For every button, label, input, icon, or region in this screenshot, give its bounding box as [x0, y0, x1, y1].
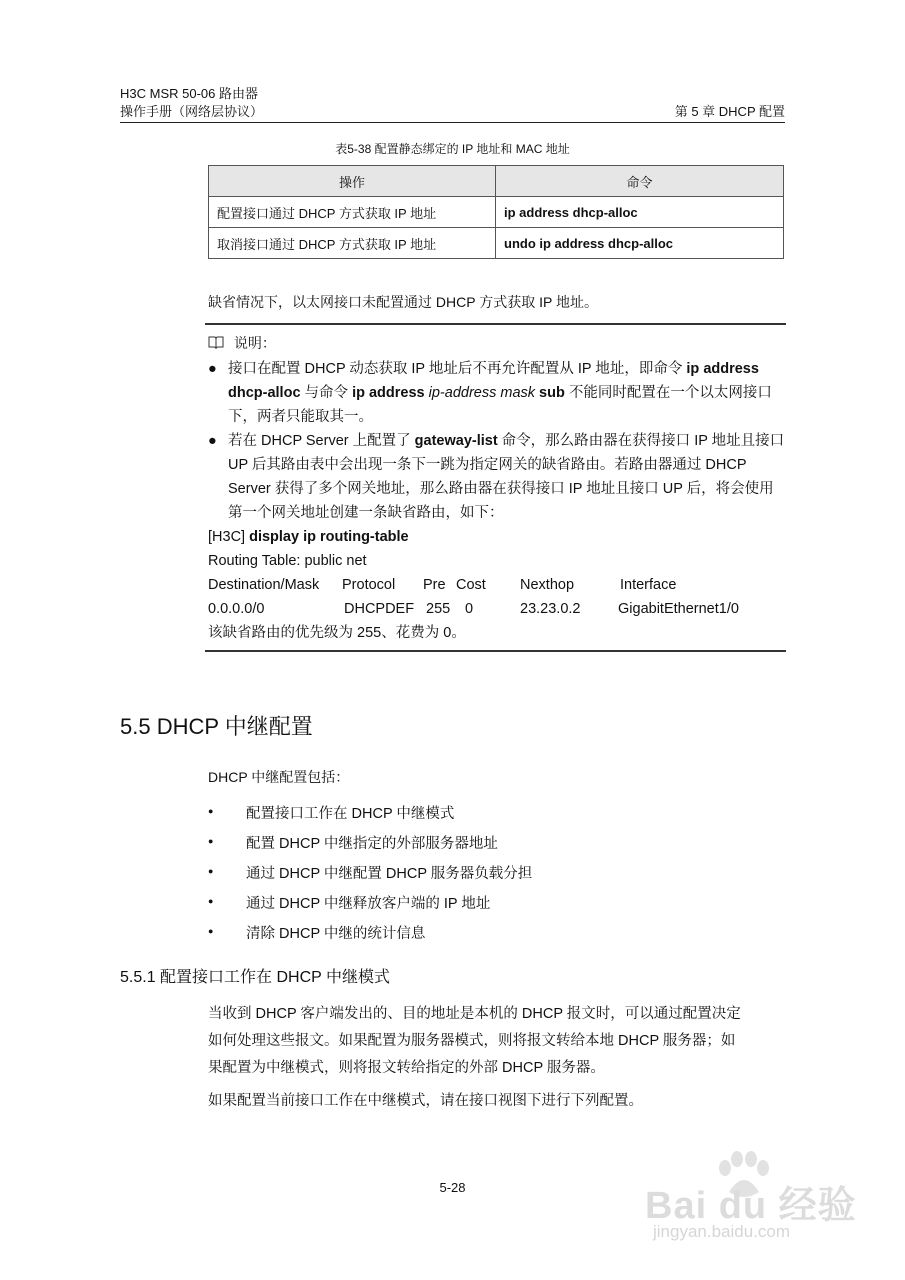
bullet-dot: ●: [208, 896, 214, 906]
header-manual: 操作手册（网络层协议）: [120, 104, 264, 119]
code-col-dest: Destination/Mask: [208, 577, 320, 593]
bullet-dot: ●: [208, 806, 214, 816]
table-caption: 表5-38 配置静态绑定的 IP 地址和 MAC 地址: [335, 142, 570, 156]
note-title: [208, 333, 276, 353]
list-item: [208, 832, 768, 862]
column-header-command: 命令: [496, 166, 784, 197]
note-bottom-rule: [205, 650, 786, 652]
code-cell-cost: 0: [465, 601, 474, 617]
code-cell-pre: 255: [426, 601, 451, 617]
subsection-paragraph-2: 如果配置当前接口工作在中继模式，请在接口视图下进行下列配置。: [208, 1093, 643, 1109]
paragraph-line: 果配置为中继模式，则将报文转给指定的外部 DHCP 服务器。: [208, 1060, 605, 1076]
bullet-dot: ●: [208, 433, 217, 449]
note-b1-kw2: ip address: [352, 385, 425, 401]
table-header-row: [209, 166, 784, 197]
header-chapter: 第 5 章 DHCP 配置: [674, 104, 785, 119]
note-b2-text2: 命令，那么路由器在获得接口 IP 地址且接口 UP 后其路由表中会出现一条下一跳为指定网关的缺省路由。若路由器通过 DHCP Server 获得了多个网关地址，那么路由器在获得接口 IP 地址且接口 UP 后，将会使用第一个网关地址创建一条缺省路由，如下：: [228, 433, 785, 521]
note-title-text: 说明：: [233, 335, 276, 351]
code-prompt: [H3C]: [208, 529, 250, 545]
note-b2-text: 若在 DHCP Server 上配置了: [228, 433, 415, 449]
bullet-dot: ●: [208, 866, 214, 876]
table-cell-command: undo ip address dhcp-alloc: [496, 228, 784, 259]
note-top-rule: [205, 323, 786, 325]
subsection-paragraph-1: [208, 1001, 788, 1082]
watermark-url: jingyan.baidu.com: [653, 1222, 791, 1241]
list-item-text: 配置接口工作在 DHCP 中继模式: [246, 806, 455, 822]
code-cell-protocol: DHCPDEF: [344, 601, 415, 617]
code-col-nexthop: Nexthop: [520, 577, 575, 593]
paragraph-line: 如何处理这些报文。如果配置为服务器模式，则将报文转给本地 DHCP 服务器；如: [208, 1033, 736, 1049]
table-cell-operation: 取消接口通过 DHCP 方式获取 IP 地址: [209, 228, 496, 259]
list-item-text: 配置 DHCP 中继指定的外部服务器地址: [246, 836, 498, 852]
table-cell-operation: 配置接口通过 DHCP 方式获取 IP 地址: [209, 197, 496, 228]
list-item: [208, 862, 768, 892]
code-col-cost: Cost: [456, 577, 486, 593]
page-number: 5-28: [439, 1180, 466, 1195]
note-b1-text: 接口在配置 DHCP 动态获取 IP 地址后不再允许配置从 IP 地址，即命令: [228, 361, 687, 377]
baidu-watermark: [645, 1150, 885, 1245]
note-b1-text3: 不能同时配置在一个以太网接口下，两者只能取其一。: [228, 385, 772, 425]
table-row: [209, 197, 784, 228]
note-b1-param: ip-address mask: [424, 385, 536, 401]
paragraph-line: 当收到 DHCP 客户端发出的、目的地址是本机的 DHCP 报文时，可以通过配置决定: [208, 1006, 741, 1022]
section-title: 5.5 DHCP 中继配置: [120, 714, 313, 739]
code-col-protocol: Protocol: [342, 577, 396, 593]
header-product: H3C MSR 50-06 路由器: [120, 86, 258, 101]
code-line-2: Routing Table: public net: [208, 553, 367, 569]
list-item: [208, 892, 768, 922]
code-table-row: [208, 597, 786, 621]
code-cell-dest: 0.0.0.0/0: [208, 601, 265, 617]
book-icon: [208, 336, 224, 349]
table-cell-command: ip address dhcp-alloc: [496, 197, 784, 228]
code-col-interface: Interface: [620, 577, 677, 593]
code-command: display ip routing-table: [249, 529, 409, 545]
code-cell-interface: GigabitEthernet1/0: [618, 601, 739, 617]
subsection-title: 5.5.1 配置接口工作在 DHCP 中继模式: [120, 969, 390, 986]
table-row: [209, 228, 784, 259]
note-tail: 该缺省路由的优先级为 255、花费为 0。: [208, 625, 466, 641]
column-header-operation: 操作: [209, 166, 496, 197]
code-cell-nexthop: 23.23.0.2: [520, 601, 581, 617]
list-item: [208, 802, 768, 832]
bullet-dot: ●: [208, 926, 214, 936]
section-intro: DHCP 中继配置包括：: [208, 769, 350, 785]
watermark-brand: Bai du 经验: [645, 1185, 857, 1227]
note-b2-kw: gateway-list: [414, 433, 498, 449]
note-body: [208, 357, 786, 645]
code-table-header: [208, 573, 786, 597]
list-item: [208, 922, 768, 952]
bullet-dot: ●: [208, 836, 214, 846]
list-item-text: 通过 DHCP 中继释放客户端的 IP 地址: [246, 896, 491, 912]
note-b1-text2: 与命令: [300, 385, 353, 401]
note-b1-kw: ip address dhcp-alloc: [228, 361, 759, 401]
section-list: [208, 802, 768, 952]
list-item-text: 清除 DHCP 中继的统计信息: [246, 926, 426, 942]
note-bullet-2: [208, 429, 786, 525]
command-table: [208, 165, 784, 259]
bullet-dot: ●: [208, 361, 217, 377]
header-rule: [120, 122, 785, 123]
code-line-1: [208, 525, 786, 549]
note-bullet-1: [208, 357, 786, 429]
list-item-text: 通过 DHCP 中继配置 DHCP 服务器负载分担: [246, 866, 533, 882]
code-col-pre: Pre: [423, 577, 446, 593]
default-note: 缺省情况下，以太网接口未配置通过 DHCP 方式获取 IP 地址。: [208, 294, 598, 310]
note-b1-kw3: sub: [535, 385, 565, 401]
